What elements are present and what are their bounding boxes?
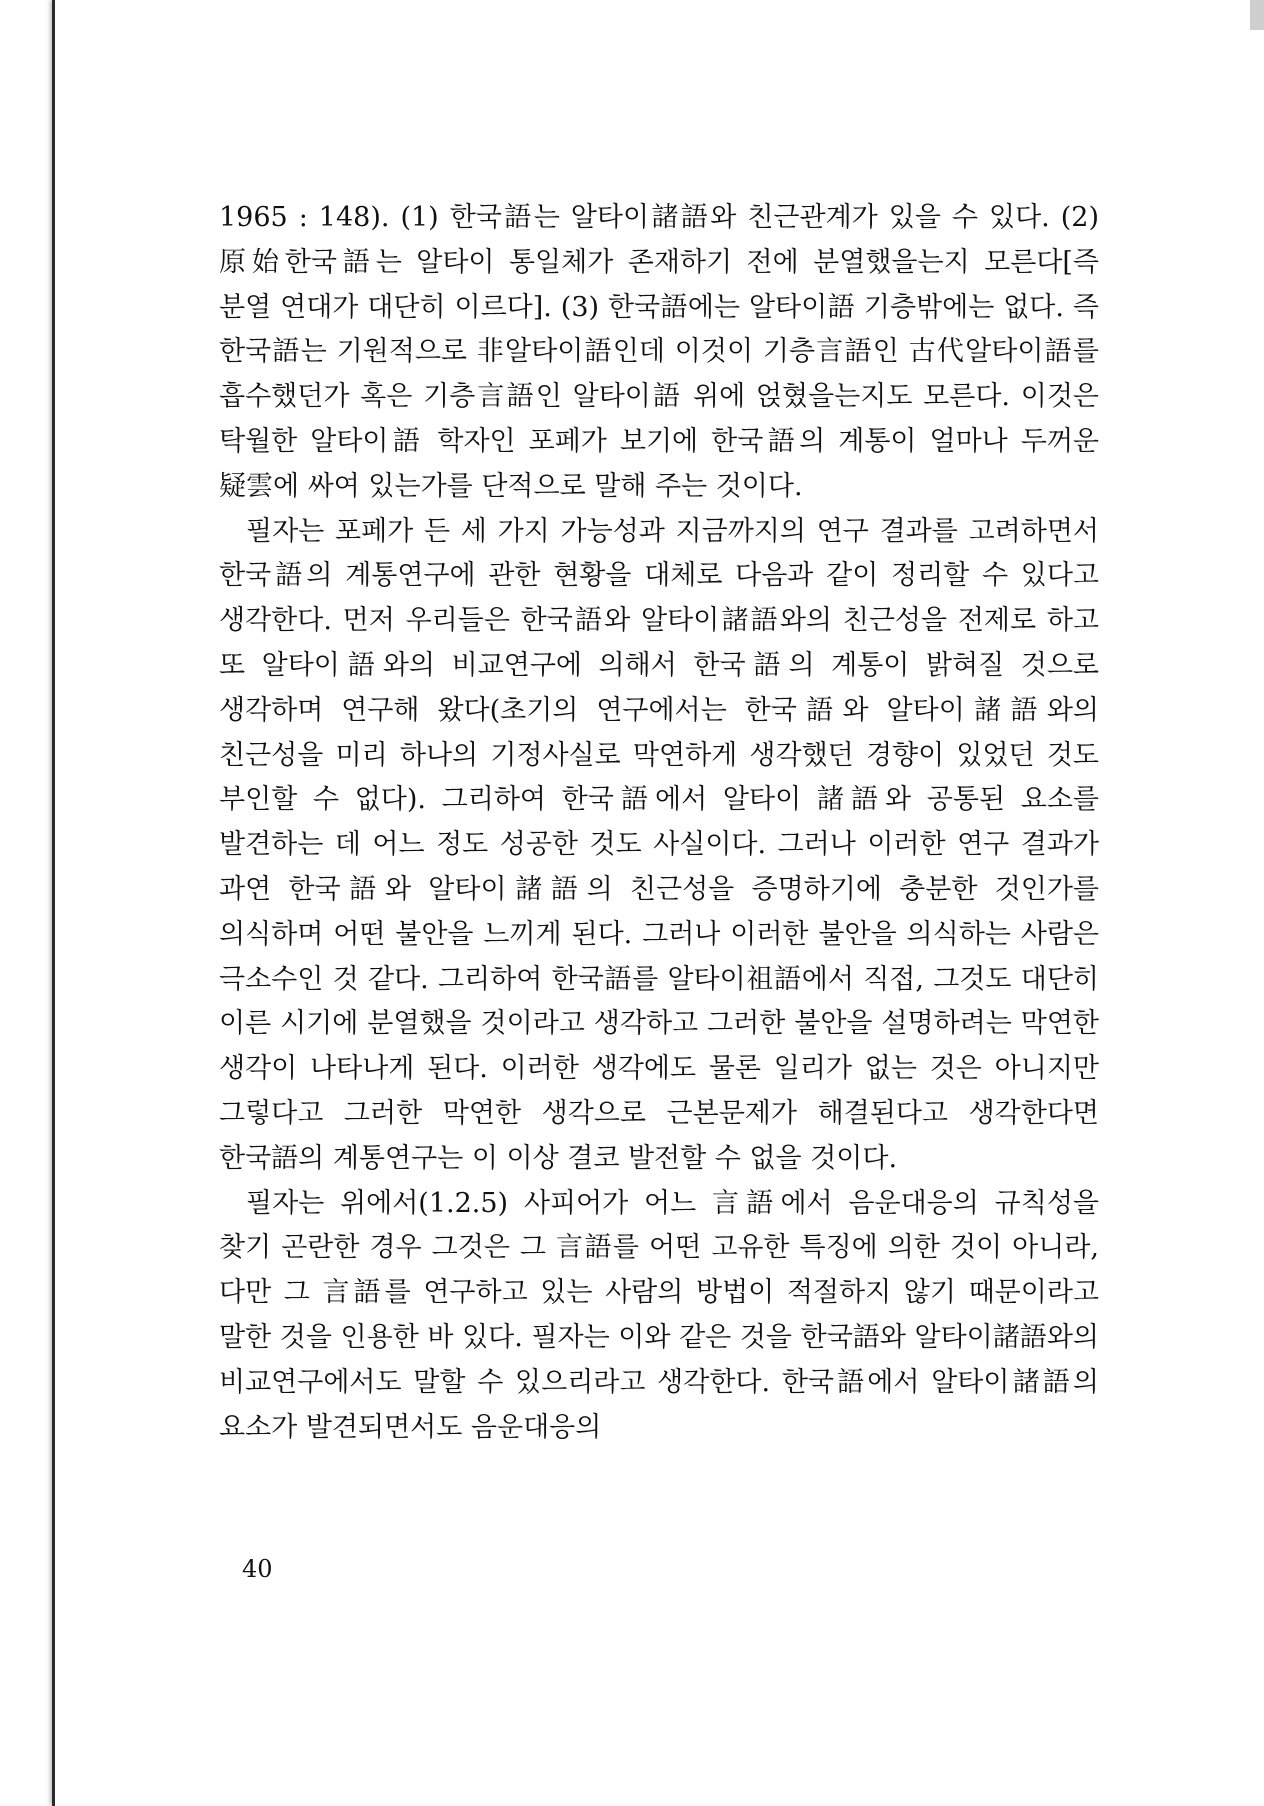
page-number: 40 bbox=[242, 1555, 273, 1583]
paragraph-2: 필자는 포페가 든 세 가지 가능성과 지금까지의 연구 결과를 고려하면서 한국語의 계통연구에 관한 현황을 대체로 다음과 같이 정리할 수 있다고 생각한다. 먼저 우리들은 한국語와 알타이諸語와의 친근성을 전제로 하고 또 알타이語와의 비교연구에 의해서 한국語의 계통이 밝혀질 것으로 생각하며 연구해 왔다(초기의 연구에서는 한국語와 알타이諸語와의 친근성을 미리 하나의 기정사실로 막연하게 생각했던 경향이 있었던 것도 부인할 수 없다). 그리하여 한국語에서 알타이 諸語와 공통된 요소를 발견하는 데 어느 정도 성공한 것도 사실이다. 그러나 이러한 연구 결과가 과연 한국語와 알타이諸語의 친근성을 증명하기에 충분한 것인가를 의식하며 어떤 불안을 느끼게 된다. 그러나 이러한 불안을 의식하는 사람은 극소수인 것 같다. 그리하여 한국語를 알타이祖語에서 직접, 그것도 대단히 이른 시기에 분열했을 것이라고 생각하고 그러한 불안을 설명하려는 막연한 생각이 나타나게 된다. 이러한 생각에도 물론 일리가 없는 것은 아니지만 그렇다고 그러한 막연한 생각으로 근본문제가 해결된다고 생각한다면 한국語의 계통연구는 이 이상 결코 발전할 수 없을 것이다. bbox=[219, 515, 1099, 1174]
paragraph-1: 1965 : 148). (1) 한국語는 알타이諸語와 친근관계가 있을 수 있다. (2) 原始한국語는 알타이 통일체가 존재하기 전에 분열했을는지 모른다[즉 분열 연대가 대단히 이르다]. (3) 한국語에는 알타이語 기층밖에는 없다. 즉 한국語는 기원적으로 非알타이語인데 이것이 기층言語인 古代알타이語를 흡수했던가 혹은 기층言語인 알타이語 위에 얹혔을는지도 모른다. 이것은 탁월한 알타이語 학자인 포페가 보기에 한국語의 계통이 얼마나 두꺼운 疑雲에 싸여 있는가를 단적으로 말해 주는 것이다. bbox=[219, 202, 1099, 502]
book-page bbox=[52, 0, 1264, 1806]
paragraph-3: 필자는 위에서(1.2.5) 사피어가 어느 言語에서 음운대응의 규칙성을 찾기 곤란한 경우 그것은 그 言語를 어떤 고유한 특징에 의한 것이 아니라, 다만 그 言語를 연구하고 있는 사람의 방법이 적절하지 않기 때문이라고 말한 것을 인용한 바 있다. 필자는 이와 같은 것을 한국語와 알타이諸語와의 비교연구에서도 말할 수 있으리라고 생각한다. 한국語에서 알타이諸語의 요소가 발견되면서도 음운대응의 bbox=[219, 1187, 1099, 1443]
body-text bbox=[219, 196, 1099, 1450]
